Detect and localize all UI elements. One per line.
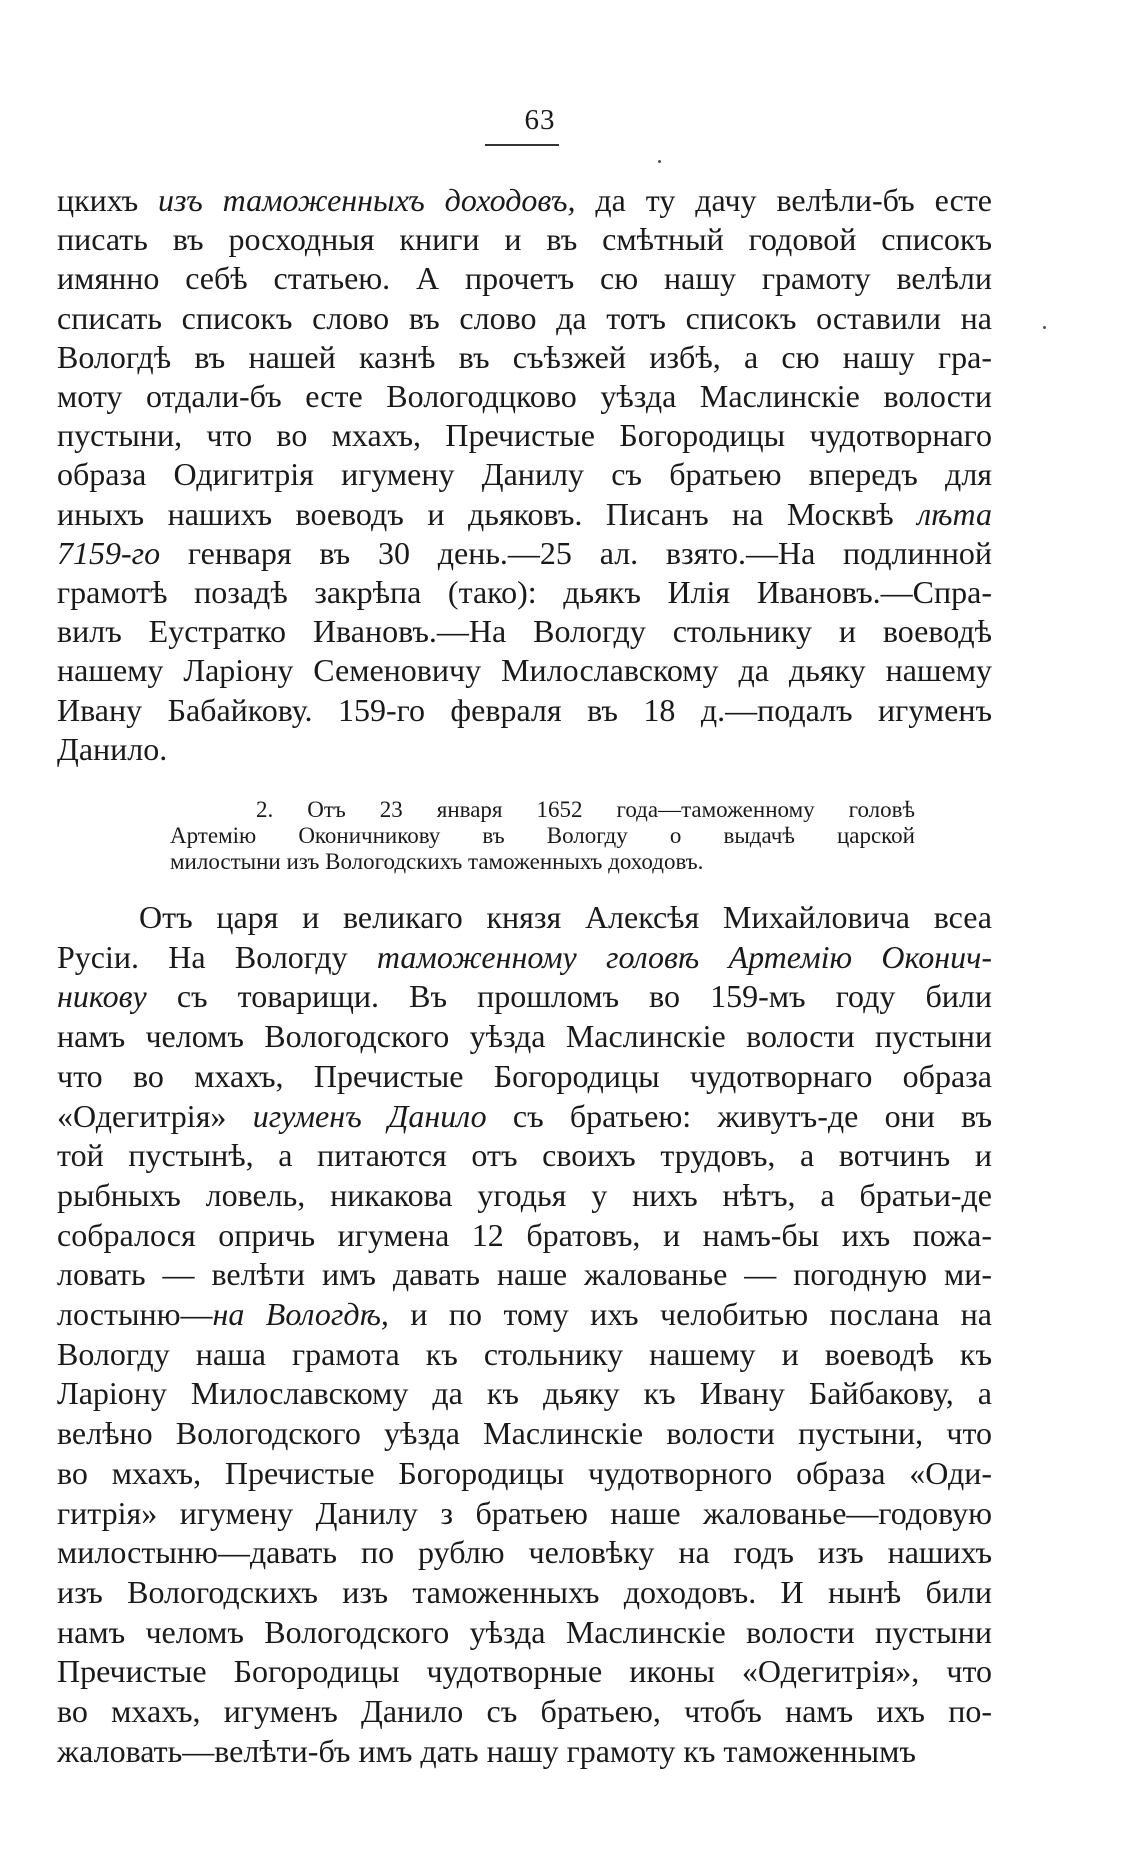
text-line [57,377,992,416]
text-line [57,1692,992,1732]
text-segment: генваря въ 30 день.—25 ал. взято.—На подлинной [160,534,992,571]
text-segment: ловать — велѣти имъ давать наше жалованье — погодную ми- [57,1256,992,1293]
text-line [57,1335,992,1375]
text-line [57,455,992,494]
text-line [57,1573,992,1613]
text-segment: имянно себѣ статьею. А прочетъ сю нашу грамоту велѣли [57,260,992,297]
italic-text: таможенному головѣ Артемію Оконич- [376,938,993,975]
text-line [57,416,992,455]
text-line [57,338,992,377]
text-segment: нашему Ларіону Семеновичу Милославскому да дьяку нашему [57,652,992,689]
text-segment: Ларіону Милославскому да къ дьяку къ Ивану Байбакову, а [57,1375,992,1412]
text-segment: милостыню—давать по рублю человѣку на годъ изъ нашихъ [57,1534,992,1571]
text-line [57,1176,992,1216]
text-line [57,1732,992,1772]
text-line [57,1374,992,1414]
text-line [57,730,992,769]
text-line [57,1057,992,1097]
text-segment: списать списокъ слово въ слово да тотъ списокъ оставили на [57,299,992,336]
text-segment: Данило. [57,730,168,767]
text-segment: и по тому ихъ челобитью послана на [388,1296,993,1333]
text-segment: иныхъ нашихъ воеводъ и дьяковъ. Писанъ на Москвѣ [57,495,918,532]
text-segment: Отъ царя и великаго князя Алексѣя Михайловича всеа [139,899,992,935]
text-line [57,691,992,730]
text-segment: лостыню— [57,1296,213,1333]
italic-text: лѣта [917,495,992,532]
text-line [57,1454,992,1494]
text-segment: намъ челомъ Вологодского уѣзда Маслинскіе волости пустыни [57,1613,992,1650]
text-segment: Русіи. На Вологду [57,938,377,975]
text-line [57,977,992,1017]
text-line [57,220,992,259]
text-segment: Пречистые Богородицы чудотворные иконы «Одегитрія», что [57,1653,992,1690]
text-segment: вилъ Еустратко Ивановъ.—На Вологду стольнику и воеводѣ [57,613,992,650]
text-line [57,534,992,573]
print-speck [1043,326,1046,329]
text-segment: жаловать—велѣти-бъ имъ дать нашу грамоту къ таможеннымъ [57,1732,916,1769]
text-line [57,1136,992,1176]
text-segment: грамотѣ позадѣ закрѣпа (тако): дьякъ Илія Ивановъ.—Спра- [57,574,992,611]
text-segment: Ивану Бабайкову. 159-го февраля въ 18 д.—подалъ игуменъ [57,691,992,728]
text-segment: моту отдали-бъ есте Вологодцково уѣзда Маслинскіе волости [57,378,992,415]
print-speck [658,160,661,163]
text-segment: изъ Вологодскихъ изъ таможенныхъ доходовъ. И нынѣ били [57,1573,992,1610]
page-number-rule [485,144,559,146]
text-segment: пустыни, что во мхахъ, Пречистые Богородицы чудотворнаго [57,417,992,454]
paragraph-main [57,898,992,1771]
text-segment: да ту дачу велѣли-бъ есте [575,182,993,218]
text-line [57,181,992,220]
text-segment: во мхахъ, игуменъ Данило съ братьею, чтобъ намъ ихъ по- [57,1693,992,1730]
italic-text: на Вологдѣ, [212,1296,389,1333]
text-segment: что во мхахъ, Пречистые Богородицы чудотворнаго образа [57,1057,992,1094]
text-line [57,938,992,978]
heading-line: Артемію Оконичникову въ Вологду о выдачѣ царской [170,823,915,848]
text-segment: «Одегитрія» [57,1097,253,1134]
text-line [57,1533,992,1573]
text-segment: намъ челомъ Вологодского уѣзда Маслинскіе волости пустыни [57,1018,992,1055]
text-line [57,651,992,690]
text-segment: Вологду наша грамота къ стольнику нашему и воеводѣ къ [57,1335,992,1372]
text-segment: цкихъ [57,182,159,218]
text-line [57,1216,992,1256]
heading-line: 2. Отъ 23 января 1652 года—таможенному головѣ [256,797,915,822]
text-line [57,1613,992,1653]
text-line [57,1414,992,1454]
text-line [57,1295,992,1335]
text-line [57,1097,992,1137]
text-line [57,898,992,938]
italic-text: изъ таможенныхъ доходовъ, [158,182,576,218]
text-line [57,1652,992,1692]
text-segment: гитрія» игумену Данилу з братьею наше жалованье—годовую [57,1494,992,1531]
text-segment: велѣно Вологодского уѣзда Маслинскіе волости пустыни, что [57,1415,992,1452]
text-line [57,299,992,338]
text-line [57,495,992,534]
text-segment: Вологдѣ въ нашей казнѣ въ съѣзжей избѣ, а сю нашу гра- [57,338,992,375]
text-line [57,1494,992,1534]
text-segment: писать въ росходныя книги и въ смѣтный годовой списокъ [57,221,992,258]
text-segment: рыбныхъ ловель, никакова угодья у нихъ нѣтъ, а братьи-де [57,1176,992,1213]
heading-line: милостыни изъ Вологодскихъ таможенныхъ доходовъ. [170,849,704,874]
text-segment: съ братьею: живутъ-де они въ [486,1097,993,1134]
text-segment: съ товарищи. Въ прошломъ во 159-мъ году били [146,978,992,1015]
paragraph-continued [57,181,992,769]
text-segment: той пустынѣ, а питаются отъ своихъ трудовъ, а вотчинъ и [57,1137,992,1174]
page-number: 63 [524,104,556,136]
italic-text: 7159-го [57,534,161,571]
text-segment: во мхахъ, Пречистые Богородицы чудотворного образа «Оди- [57,1454,992,1491]
text-line [57,573,992,612]
text-segment: образа Одигитрія игумену Данилу съ братьею впередъ для [57,456,992,493]
text-line [57,1017,992,1057]
document-heading [170,797,915,875]
italic-text: игуменъ Данило [252,1097,487,1134]
text-segment: собралося опричь игумена 12 братовъ, и намъ-бы ихъ пожа- [57,1216,992,1253]
text-line [57,612,992,651]
text-line [57,259,992,298]
text-line [57,1255,992,1295]
italic-text: никову [57,978,147,1015]
